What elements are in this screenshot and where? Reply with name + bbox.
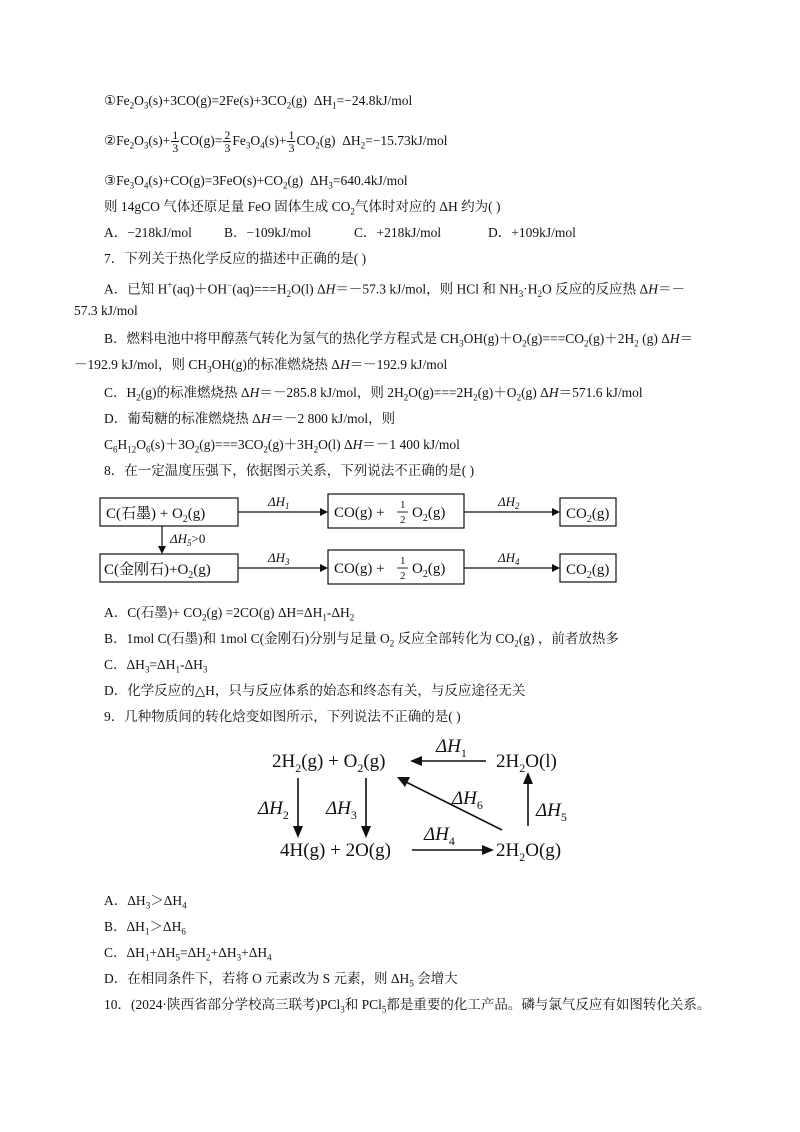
arrow-head-dh2 [293, 826, 303, 838]
document-page: $①Fe_2O_3(s)+3CO(g)=2Fe(s)+3CO_2(g)$ $\Delta H_1=-24.8kJ$/mol $②Fe_2O_3(s)+$ $\frac{1}{3}$ CO(g)= $\frac{2}{3}$ $Fe_3O_4(s)+$ $\frac{1}{3}$ $CO_2(g)$ $\Delta H_2=-15.73kJ$/mol $③Fe_3O_4(s)+CO(g)=3FeO(s)+CO_2(g)$ $\Delta H_3=640.4kJ$/mol 则 14gCO 气体还原足量 FeO 固体生成 $CO_2$气体时对应的 ΔH 约为( ) A．−218kJ/mol B．−109kJ/mol C．+218kJ/mol D．+109kJ/mol 7．下列关于热化学反应的描述中正确的是( ) A．已知 $H^+(aq)+OH^-(aq)===H_2O(l)$ ΔH＝－57.3 kJ/mol，则 HCl 和 $NH_3\cdot H_2O$ 反应的反应热 ΔH＝－ 57.3 kJ/mol B．燃料电池中将甲醇蒸气转化为氢气的热化学方程式是 $CH_3OH(g)+O_2(g)===CO_2(g)+2H_2$ (g) ΔH＝ －192.9 kJ/mol，则 $CH_3OH(g)$的标准燃烧热 ΔH＝－192.9 kJ/mol C．$H_2(g)$的标准燃烧热 ΔH＝－285.8 kJ/mol，则 $2H_2O(g)===2H_2(g)+O_2(g)$ ΔH＝571.6 kJ/mol D．葡萄糖的标准燃烧热 ΔH＝－2 800 kJ/mol，则 $C_6H_{12}O_6(s)+3O_2(g)===3CO_2(g)+3H_2O(l)$ ΔH＝－1 400 kJ/mol 8．在一定温度压强下，依据图示关系，下列说法不正确的是( ) C(石墨) + $O_2(g)$ CO(g) + 1 2 $O_2(g)$ $CO_2(g)$ C(金刚石)$+O_2(g)$ CO(g) + 1 2 $O_2(g)$ $CO_2(g)$ $\Delta H_1$ $\Delta H_2$ $\Delta H_3$ $\Delta H_4$ $\Delta H_5>0$ A．C(石墨)+ $CO_2(g) =2CO(g)$ $\Delta H=\Delta H_1-\Delta H_2$ B．1mol C(石墨)和 1mol C(金刚石)分别与足量 $O_2$ 反应全部转化为 $CO_2(g)$ ，前者放热多 C．$\Delta H_3=\Delta H_1-\Delta H_3$ D．化学反应的△H，只与反应体系的始态和终态有关，与反应途径无关 9．几种物质间的转化焓变如图所示，下列说法不正确的是( ) $2H_2(g) + O_2(g)$ $2H_2O(l)$ 4H(g) + 2O(g) $2H_2O(g)$ $\Delta H_1$ $\Delta H_2$ $\Delta H_3$ $\Delta H_4$ $\Delta H_5$ $\Delta H_6$ A．$\Delta H_3>\Delta H_4$ B．$\Delta H_1>\Delta H_6$ C．$\Delta H_1+\Delta H_5=\Delta H_2+\Delta H_3+\Delta H_4$ D．在相同条件下，若将 O 元素改为 S 元素，则 $\Delta H_5$ 会增大 10．(2024·陕西省部分学校高三联考)PCl$_3$和 PCl$_5$都是重要的化工产品。磷与氯气反应有如图转化关系。 [0, 0, 800, 1132]
question-7-option-a-cont: 57.3 kJ/mol [74, 303, 138, 318]
question-8-option-a: A．C(石墨)+ $CO_2(g) =2CO(g)$ $\Delta H=\Delta H_1-\Delta H_2$ [104, 605, 355, 623]
question-9-option-d: D．在相同条件下，若将 O 元素改为 S 元素，则 $\Delta H_5$ 会增大 [104, 971, 458, 989]
svg-text:CO(g) +: CO(g) + [334, 561, 385, 577]
svg-text:4H(g) + 2O(g): 4H(g) + 2O(g) [280, 840, 391, 861]
svg-text:ΔH1: $\Delta H_1$ [268, 494, 290, 511]
arrow-head-dh4 [482, 845, 494, 855]
question-9-option-c: C．$\Delta H_1+\Delta H_5=\Delta H_2+\Delta H_3+\Delta H_4$ [104, 945, 272, 963]
svg-text:ΔH6: $\Delta H_6$ [452, 788, 483, 812]
svg-text:ΔH5>0: $\Delta H_5>0$ [170, 531, 206, 548]
svg-text:CO2(g): $CO_2(g)$ [566, 506, 610, 525]
svg-text:ΔH5: $\Delta H_5$ [536, 800, 567, 824]
arrow-head-h1 [320, 508, 328, 516]
svg-text:O2(g): $O_2(g)$ [412, 561, 446, 580]
question-8-diagram [90, 488, 630, 588]
question-7-option-c: C．$H_2(g)$的标准燃烧热 ΔH＝－285.8 kJ/mol，则 $2H_2O(g)===2H_2(g)+O_2(g)$ ΔH＝571.6 kJ/mol [104, 385, 643, 403]
question-7-option-d-eq: $C_6H_{12}O_6(s)+3O_2(g)===3CO_2(g)+3H_2O(l)$ ΔH＝－1 400 kJ/mol [104, 437, 460, 455]
question-7-option-d: D．葡萄糖的标准燃烧热 ΔH＝－2 800 kJ/mol，则 [104, 411, 396, 426]
svg-text:2H2(g) + O2(g): $2H_2(g) + O_2(g)$ [272, 751, 386, 775]
question-9-stem: 9．几种物质间的转化焓变如图所示，下列说法不正确的是( ) [104, 709, 461, 724]
svg-text:2: 2 [400, 514, 406, 526]
arrow-head-dh3 [361, 826, 371, 838]
arrow-head-dh6 [397, 777, 410, 787]
svg-text:CO(g) +: CO(g) + [334, 505, 385, 521]
arrow-head-h4 [552, 564, 560, 572]
svg-text:ΔH4: $\Delta H_4$ [424, 824, 455, 848]
arrow-head-dh1 [410, 756, 422, 766]
equation-1: $①Fe_2O_3(s)+3CO(g)=2Fe(s)+3CO_2(g)$ $\Delta H_1=-24.8kJ$/mol [104, 93, 413, 111]
svg-text:ΔH3: $\Delta H_3$ [326, 798, 357, 822]
arrow-head-h5 [158, 546, 166, 554]
equation-2: $②Fe_2O_3(s)+$ $\frac{1}{3}$ CO(g)= $\frac{2}{3}$ $Fe_3O_4(s)+$ $\frac{1}{3}$ $CO_2(g)$ $\Delta H_2=-15.73kJ$/mol [104, 128, 448, 156]
svg-text:1: 1 [400, 499, 406, 511]
svg-text:2H2O(l): $2H_2O(l)$ [496, 751, 557, 775]
svg-text:2H2O(g): $2H_2O(g)$ [496, 840, 562, 864]
question-8-option-c: C．$\Delta H_3=\Delta H_1-\Delta H_3$ [104, 657, 208, 675]
svg-text:ΔH4: $\Delta H_4$ [498, 550, 520, 567]
question-9-diagram [240, 730, 600, 870]
question-8-option-b: B．1mol C(石墨)和 1mol C(金刚石)分别与足量 $O_2$ 反应全部转化为 $CO_2(g)$ ，前者放热多 [104, 631, 619, 649]
svg-text:ΔH3: $\Delta H_3$ [268, 550, 290, 567]
question-7-option-b: B．燃料电池中将甲醇蒸气转化为氢气的热化学方程式是 $CH_3OH(g)+O_2(g)===CO_2(g)+2H_2$ (g) ΔH＝ [104, 331, 694, 349]
svg-text:2: 2 [400, 570, 406, 582]
question-8-stem: 8．在一定温度压强下，依据图示关系，下列说法不正确的是( ) [104, 463, 475, 478]
svg-text:O2(g): $O_2(g)$ [412, 505, 446, 524]
svg-text:1: 1 [400, 555, 406, 567]
svg-text:C(石墨) + O2(g): C(石墨) + $O_2(g)$ [106, 506, 206, 525]
arrow-head-h2 [552, 508, 560, 516]
question-6-prompt: 则 14gCO 气体还原足量 FeO 固体生成 $CO_2$气体时对应的 ΔH 约为( ) [104, 199, 501, 217]
svg-text:CO2(g): $CO_2(g)$ [566, 562, 610, 581]
question-9-option-a: A．$\Delta H_3>\Delta H_4$ [104, 893, 187, 911]
equation-3: $③Fe_3O_4(s)+CO(g)=3FeO(s)+CO_2(g)$ $\Delta H_3=640.4kJ$/mol [104, 173, 408, 191]
question-8-option-d: D．化学反应的△H，只与反应体系的始态和终态有关，与反应途径无关 [104, 683, 526, 698]
question-7-option-b-cont: －192.9 kJ/mol，则 $CH_3OH(g)$的标准燃烧热 ΔH＝－192.9 kJ/mol [74, 357, 448, 375]
question-9-option-b: B．$\Delta H_1>\Delta H_6$ [104, 919, 186, 937]
svg-text:ΔH2: $\Delta H_2$ [498, 494, 520, 511]
svg-text:ΔH1: $\Delta H_1$ [436, 736, 467, 760]
question-7-stem: 7．下列关于热化学反应的描述中正确的是( ) [104, 251, 367, 266]
arrow-head-h3 [320, 564, 328, 572]
svg-text:ΔH2: $\Delta H_2$ [258, 798, 289, 822]
svg-text:C(金刚石)+O2(g): C(金刚石)$+O_2(g)$ [104, 562, 211, 581]
question-7-option-a: A．已知 $H^+(aq)+OH^-(aq)===H_2O(l)$ ΔH＝－57.3 kJ/mol，则 HCl 和 $NH_3\cdot H_2O$ 反应的反应热 ΔH＝－ [104, 280, 685, 300]
question-10-stem: 10．(2024·陕西省部分学校高三联考)PCl$_3$和 PCl$_5$都是重要的化工产品。磷与氯气反应有如图转化关系。 [104, 997, 711, 1015]
